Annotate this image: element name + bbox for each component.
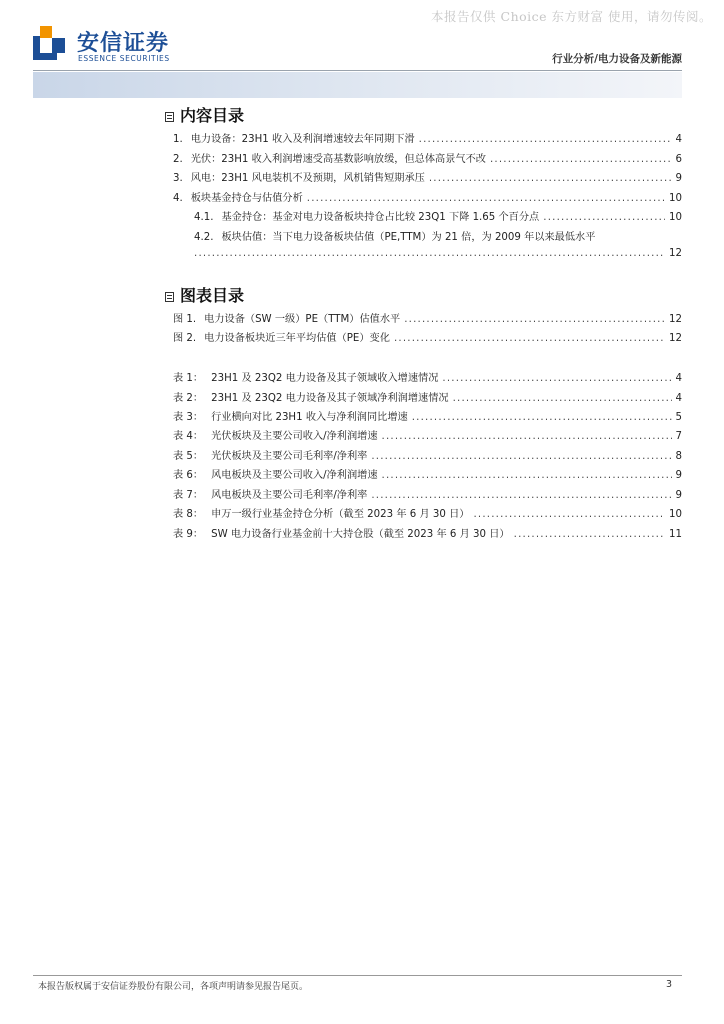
table-entry-number: 表 5：: [173, 451, 204, 462]
table-entry-number: 表 2：: [173, 393, 204, 404]
toc-entry-page: 6: [675, 154, 682, 165]
leader-dots: [412, 412, 672, 423]
leader-dots: [371, 490, 671, 501]
table-entry-number: 表 9：: [173, 529, 204, 540]
toc-entry-page: 10: [669, 193, 682, 204]
leader-dots: [382, 470, 672, 481]
leader-dots: [382, 431, 672, 442]
table-entry-title: 23H1 及 23Q2 电力设备及其子领域收入增速情况: [211, 373, 439, 384]
toc-entry-page: 9: [675, 173, 682, 184]
toc-entry-title: 风电：23H1 风电装机不及预期，风机销售短期承压: [190, 173, 425, 184]
table-entry-title: 光伏板块及主要公司毛利率/净利率: [211, 451, 368, 462]
footer-divider: [33, 975, 682, 976]
toc-subentry-wrapped[interactable]: [194, 228, 682, 243]
table-entry[interactable]: [173, 427, 682, 442]
figure-entry-title: 电力设备（SW 一级）PE（TTM）估值水平: [204, 314, 401, 325]
header-band: [33, 72, 682, 98]
report-category: 行业分析/电力设备及新能源: [552, 53, 682, 65]
leader-dots: [194, 248, 665, 259]
table-entry[interactable]: [173, 408, 682, 423]
table-entry-page: 4: [675, 373, 682, 384]
toc-entry-title: 基金持仓：基金对电力设备板块持仓占比较 23Q1 下降 1.65 个百分点: [221, 212, 540, 223]
table-entry-number: 表 7：: [173, 490, 204, 501]
toc-subentry-continuation[interactable]: [194, 248, 682, 259]
table-entry[interactable]: [173, 389, 682, 404]
table-entry-number: 表 3：: [173, 412, 204, 423]
figure-entry-page: 12: [669, 333, 682, 344]
leader-dots: [429, 173, 672, 184]
toc-entry-title: 板块估值：当下电力设备板块估值（PE,TTM）为 21 倍，为 2009 年以来最低水平: [221, 232, 596, 243]
table-entry[interactable]: [173, 447, 682, 462]
table-entry-page: 11: [669, 529, 682, 540]
table-entry-page: 5: [675, 412, 682, 423]
leader-dots: [404, 314, 665, 325]
toc-entry-page: 12: [669, 248, 682, 259]
toc-entry-title: 光伏：23H1 收入利润增速受高基数影响放缓，但总体高景气不改: [190, 154, 486, 165]
leader-dots: [473, 509, 665, 520]
leader-dots: [514, 529, 665, 540]
table-entry-page: 4: [675, 393, 682, 404]
table-entry-page: 10: [669, 509, 682, 520]
footer-disclaimer: 本报告版权属于安信证券股份有限公司，各项声明请参见报告尾页。: [38, 982, 309, 992]
page-number: 3: [665, 979, 672, 990]
table-entry[interactable]: [173, 525, 682, 540]
figures-heading: [165, 283, 244, 306]
contents-title: 内容目录: [180, 106, 245, 125]
figure-entry-page: 12: [669, 314, 682, 325]
list-icon: [165, 292, 174, 302]
toc-entry-title: 板块基金持仓与估值分析: [190, 193, 303, 204]
toc-entry-number: 4.: [173, 193, 183, 204]
figure-entry-title: 电力设备板块近三年平均估值（PE）变化: [204, 333, 390, 344]
leader-dots: [419, 134, 672, 145]
table-entry-number: 表 1：: [173, 373, 204, 384]
figures-title: 图表目录: [180, 286, 245, 305]
table-entry[interactable]: [173, 466, 682, 481]
list-icon: [165, 112, 174, 122]
toc-entry[interactable]: [173, 150, 682, 165]
table-entry-page: 9: [675, 470, 682, 481]
contents-heading: [165, 103, 244, 126]
table-entry-number: 表 4：: [173, 431, 204, 442]
logo-mark-icon: [33, 26, 65, 60]
table-entry-number: 表 6：: [173, 470, 204, 481]
toc-entry-title: 电力设备：23H1 收入及利润增速较去年同期下滑: [190, 134, 415, 145]
toc-entry[interactable]: [173, 130, 682, 145]
table-entry-title: 风电板块及主要公司毛利率/净利率: [211, 490, 368, 501]
toc-entry-number: 1.: [173, 134, 183, 145]
table-entry-page: 7: [675, 431, 682, 442]
toc-entry-page: 10: [669, 212, 682, 223]
toc-entry-number: 2.: [173, 154, 183, 165]
header-divider: [33, 70, 682, 71]
leader-dots: [394, 333, 665, 344]
watermark-text: 本报告仅供 Choice 东方财富 使用，请勿传阅。: [431, 9, 712, 24]
toc-entry-number: 3.: [173, 173, 183, 184]
toc-entry[interactable]: [173, 169, 682, 184]
table-entry[interactable]: [173, 505, 682, 520]
figure-entry-number: 图 2.: [173, 333, 197, 344]
company-logo: [33, 24, 233, 66]
leader-dots: [453, 393, 672, 404]
toc-entry[interactable]: [173, 189, 682, 204]
leader-dots: [543, 212, 665, 223]
toc-subentry[interactable]: [194, 208, 682, 223]
leader-dots: [371, 451, 671, 462]
figure-entry[interactable]: [173, 310, 682, 325]
toc-entry-page: 4: [675, 134, 682, 145]
table-entry-title: 风电板块及主要公司收入/净利润增速: [211, 470, 378, 481]
leader-dots: [490, 154, 672, 165]
table-entry-number: 表 8：: [173, 509, 204, 520]
figure-entry-number: 图 1.: [173, 314, 197, 325]
logo-english-name: ESSENCE SECURITIES: [78, 54, 170, 63]
table-entry-title: 23H1 及 23Q2 电力设备及其子领域净利润增速情况: [211, 393, 449, 404]
table-entry-title: 行业横向对比 23H1 收入与净利润同比增速: [211, 412, 408, 423]
table-entry-title: SW 电力设备行业基金前十大持仓股（截至 2023 年 6 月 30 日）: [211, 529, 510, 540]
table-entry-title: 光伏板块及主要公司收入/净利润增速: [211, 431, 378, 442]
toc-entry-number: 4.2.: [194, 232, 214, 243]
leader-dots: [307, 193, 665, 204]
toc-entry-number: 4.1.: [194, 212, 214, 223]
leader-dots: [442, 373, 671, 384]
table-entry-page: 8: [675, 451, 682, 462]
table-entry[interactable]: [173, 486, 682, 501]
logo-chinese-name: 安信证券: [77, 31, 170, 56]
figure-entry[interactable]: [173, 329, 682, 344]
table-entry-title: 申万一级行业基金持仓分析（截至 2023 年 6 月 30 日）: [211, 509, 470, 520]
table-entry-page: 9: [675, 490, 682, 501]
table-entry[interactable]: [173, 369, 682, 384]
